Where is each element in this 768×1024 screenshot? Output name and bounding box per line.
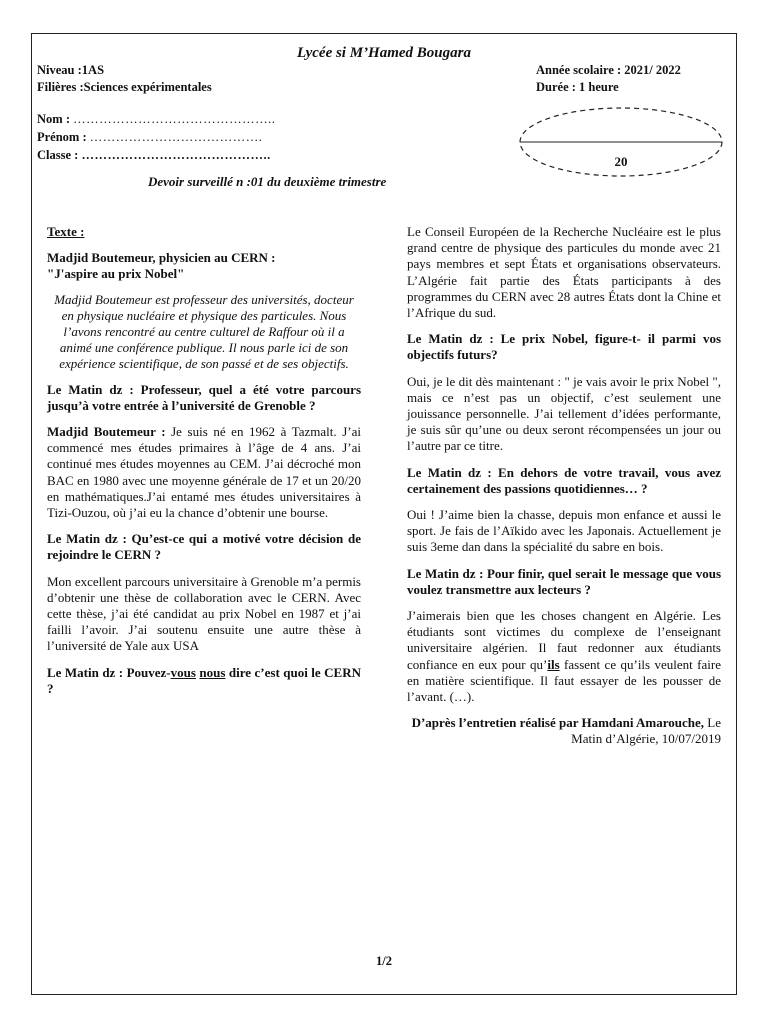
- answer-5: Oui ! J’aime bien la chasse, depuis mon enfance et aussi le sport. Je fais de l’Aïkido avec les Japonais. Actuellement je suis 3eme dan dans la spécialité du sabre en bois.: [407, 507, 721, 555]
- prenom-line: [37, 128, 275, 146]
- page-number: 1/2: [376, 954, 392, 968]
- question-3: [47, 665, 361, 697]
- nom-label: Nom :: [37, 112, 70, 126]
- question-5: Le Matin dz : En dehors de votre travail, vous avez certainement des passions quotidiennes… ?: [407, 464, 721, 496]
- source-author: D’après l’entretien réalisé par Hamdani Amarouche,: [411, 715, 705, 731]
- nom-line: [37, 110, 275, 128]
- prenom-label: Prénom :: [37, 130, 87, 144]
- question-1: Le Matin dz : Professeur, quel a été votre parcours jusqu’à votre entrée à l’université de Grenoble ?: [47, 381, 361, 413]
- question-3-nous: nous: [199, 664, 226, 680]
- article-title-line1: Madjid Boutemeur, physicien au CERN :: [47, 250, 276, 266]
- article-title-line2: "J'aspire au prix Nobel": [47, 266, 185, 282]
- question-2: Le Matin dz : Qu’est-ce qui a motivé votre décision de rejoindre le CERN ?: [47, 531, 361, 563]
- annee-scolaire: Année scolaire : 2021/ 2022: [536, 63, 681, 77]
- duree: Durée : 1 heure: [536, 80, 619, 94]
- source-publication: Le Matin d’Algérie, 10/07/2019: [571, 715, 721, 747]
- question-4: Le Matin dz : Le prix Nobel, figure-t- il parmi vos objectifs futurs?: [407, 331, 721, 363]
- answer-1: [47, 424, 361, 521]
- question-6: Le Matin dz : Pour finir, quel serait le message que vous voulez transmettre aux lecteurs ?: [407, 565, 721, 597]
- question-3-end: dire c’est quoi le CERN ?: [47, 664, 361, 696]
- answer-6: [407, 608, 721, 705]
- nom-field[interactable]: ………………………………………..: [73, 112, 276, 126]
- article-title: [47, 250, 361, 282]
- exam-title: Devoir surveillé n :01 du deuxième trimestre: [148, 174, 387, 189]
- answer-4: Oui, je le dit dès maintenant : " je vais avoir le prix Nobel ", mais ce n’est pas un objectif, c’est seulement une jouissance personnelle. J’ai tellement d’idées performante, je suis sûr qu’une ou deux seront récompensées un jour ou l’autre par ce titre.: [407, 373, 721, 454]
- source-credit: [407, 715, 721, 747]
- header-left: [37, 62, 212, 96]
- answer-1-text: Je suis né en 1962 à Tazmalt. J’ai commencé mes études primaires à l’âge de 4 ans. J’ai continué mes études moyennes au CEM. J’ai décroché mon BAC en 1980 avec une moyenne générale de 17 et un 20/20 en mathématiques.J’ai entamé mes études universitaires à Tizi-Ouzou, où j’ai eu la chance d’obtenir une bourse.: [47, 424, 361, 521]
- answer-2: Mon excellent parcours universitaire à Grenoble m’a permis d’obtenir une thèse de collaboration avec le CERN. Avec cette thèse, j’ai été candidat au prix Nobel en 1987 et j’ai failli l’avoir. J’ai soutenu ensuite une autre thèse à l’université de Yale aux USA: [47, 573, 361, 654]
- classe-field[interactable]: ……………………………………..: [81, 148, 271, 162]
- classe-line: [37, 146, 275, 164]
- school-name: Lycée si M’Hamed Bougara: [296, 45, 471, 61]
- filieres: Filières :Sciences expérimentales: [37, 80, 212, 94]
- answer-6-start: J’aimerais bien que les choses changent en Algérie. Les étudiants sont victimes du complexe de l’enseignant universitaire algérien. Il faut redonner aux étudiants confiance en eux pour qu’: [407, 608, 721, 672]
- answer-1-speaker: Madjid Boutemeur :: [47, 424, 166, 440]
- article-intro: Madjid Boutemeur est professeur des universités, docteur en physique nucléaire et physique des particules. Nous l’avons rencontré au centre culturel de Raffour où il a animé une conférence publique. Il nous parle ici de son expérience scientifique, de son passé et de ses objectifs.: [54, 291, 354, 372]
- texte-label: Texte :: [47, 224, 85, 239]
- classe-label: Classe :: [37, 148, 79, 162]
- niveau: Niveau :1AS: [37, 63, 105, 77]
- question-3-vous: vous: [170, 664, 196, 680]
- student-identity: [37, 110, 275, 164]
- right-column: [407, 224, 721, 758]
- question-3-start: Le Matin dz : Pouvez-: [47, 664, 171, 680]
- header-right: [536, 62, 681, 96]
- answer-6-end: fassent ce qu’ils veulent faire en matière scientifique. Il faut essayer de les pousser de l’avant. (…).: [407, 656, 721, 705]
- left-column: [47, 224, 361, 707]
- prenom-field[interactable]: ………………………………….: [89, 130, 263, 144]
- answer-6-ils: ils: [547, 656, 560, 672]
- answer-3: Le Conseil Européen de la Recherche Nucléaire est le plus grand centre de physique des particules du monde avec 21 pays membres et sept États et organisations observateurs. L’Algérie fait partie des États participants à des programmes du CERN avec 28 autres États dont la Chine et l’Afrique du sud.: [407, 224, 721, 321]
- score-total: 20: [614, 154, 628, 169]
